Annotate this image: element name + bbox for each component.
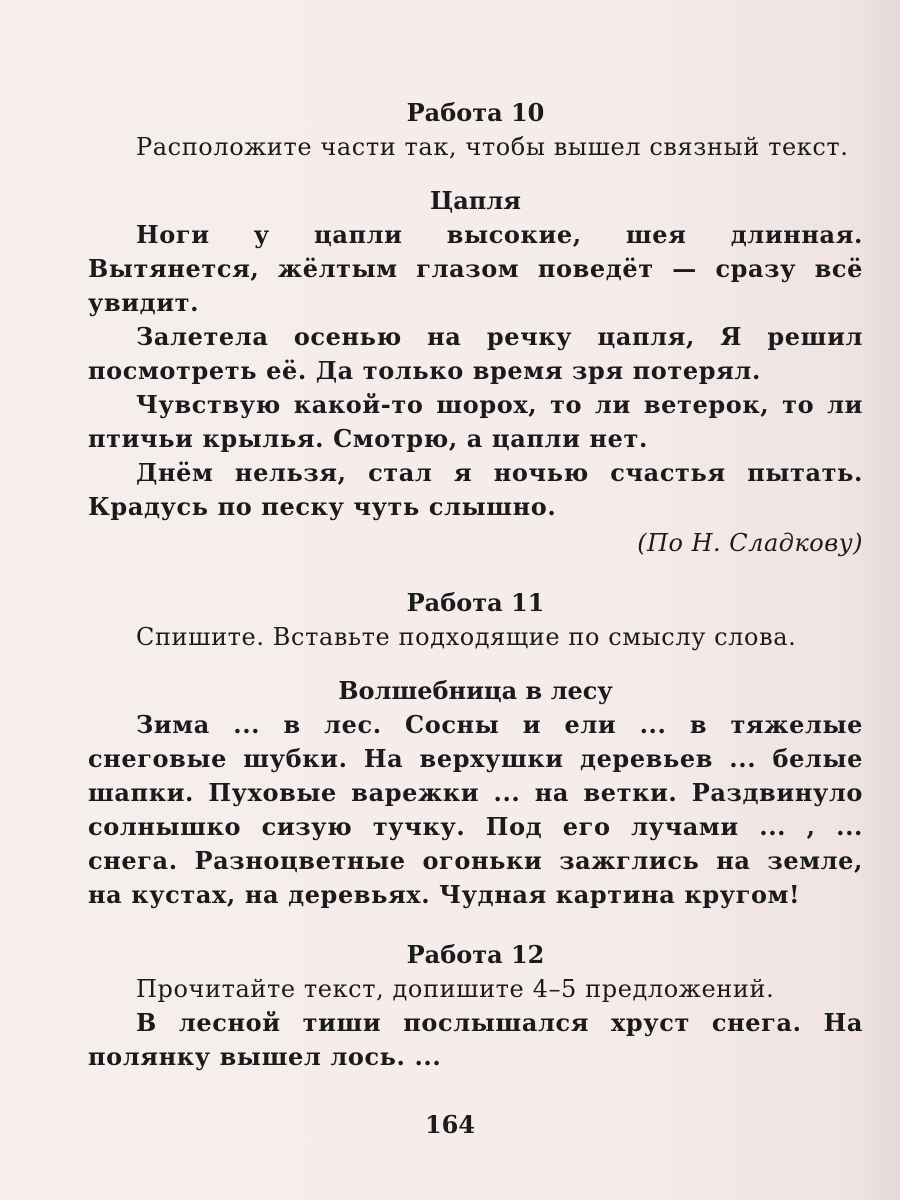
story-title-tsaplya: Цапля: [430, 186, 521, 215]
work-10-task: Расположите части так, чтобы вышел связный текст.: [136, 133, 849, 161]
story-paragraph: Залетела осенью на речку цапля, Я решил посмотреть её. Да только время зря потерял.: [88, 322, 863, 385]
attribution: (По Н. Сладкову): [637, 529, 863, 557]
story-paragraph: Зима ... в лес. Сосны и ели ... в тяжелые снеговые шубки. На верхушки деревьев ... белые шапки. Пуховые варежки ... на ветки. Раздвинуло солнышко сизую тучку. Под его лучами ... , ... снега. Разноцветные огоньки зажглись на земле, на кустах, на деревьях. Чудная картина кругом!: [88, 710, 863, 909]
work-11-task: Спишите. Вставьте подходящие по смыслу слова.: [136, 623, 797, 651]
story-paragraph: Днём нельзя, стал я ночью счастья пытать. Крадусь по песку чуть слышно.: [88, 458, 863, 521]
work-11-heading: Работа 11: [406, 588, 545, 617]
work-10-heading: Работа 10: [406, 98, 545, 127]
story-title-volshebnitsa: Волшебница в лесу: [338, 676, 613, 705]
story-paragraph: Ноги у цапли высокие, шея длинная. Вытянется, жёлтым глазом поведёт — сразу всё увидит.: [88, 220, 863, 317]
work-12-heading: Работа 12: [406, 940, 545, 969]
work-12-task: Прочитайте текст, допишите 4–5 предложений.: [136, 975, 775, 1003]
text-column: [88, 96, 863, 1074]
story-paragraph: В лесной тиши послышался хруст снега. На полянку вышел лось. ...: [88, 1008, 863, 1071]
page-number: 164: [424, 1110, 476, 1139]
story-paragraph: Чувствую какой-то шорох, то ли ветерок, то ли птичьи крылья. Смотрю, а цапли нет.: [88, 390, 863, 453]
